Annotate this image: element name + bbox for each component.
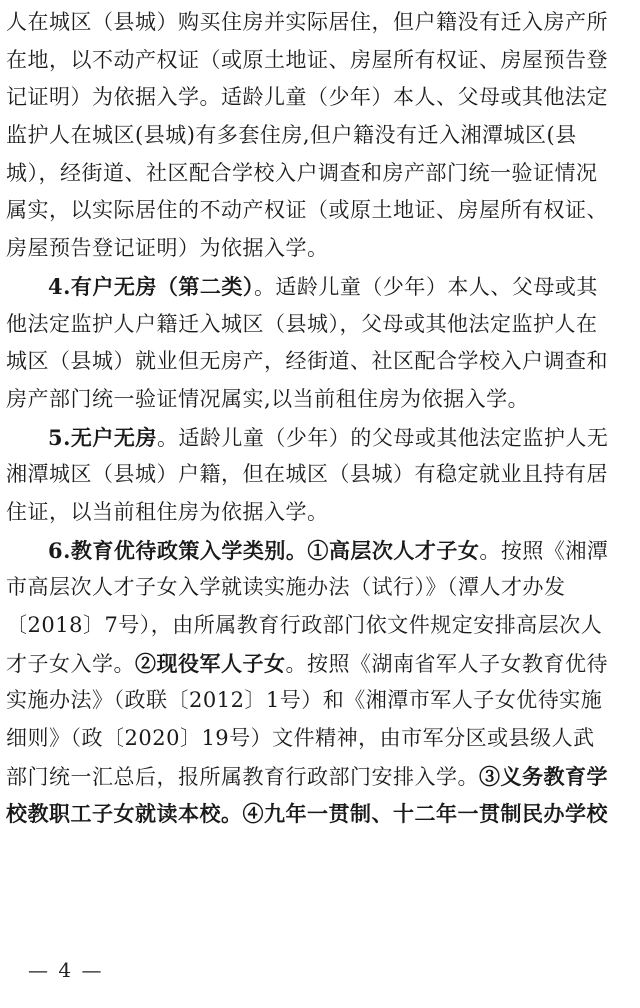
text-line xyxy=(6,758,634,796)
text-run: 细则》（政〔2020〕19号）文件精神，由市军分区或县级人武 xyxy=(6,726,595,751)
text-run: 记证明）为依据入学。适龄儿童（少年）本人、父母或其他法定 xyxy=(6,85,608,110)
page-number: — 4 — xyxy=(28,958,104,982)
subsection-heading: ③义务教育学 xyxy=(479,763,608,789)
text-run: 房屋预告登记证明）为依据入学。 xyxy=(6,236,329,261)
paragraph-category-6 xyxy=(6,532,634,834)
text-line xyxy=(6,494,634,532)
text-line xyxy=(6,381,634,419)
text-run: 在地，以不动产权证（或原土地证、房屋所有权证、房屋预告登 xyxy=(6,47,608,72)
text-run: 湘潭城区（县城）户籍，但在城区（县城）有稳定就业且持有居 xyxy=(6,462,608,487)
text-line xyxy=(6,682,634,720)
section-heading: 4.有户无房（第二类） xyxy=(48,273,254,299)
text-run: 房产部门统一验证情况属实,以当前租住房为依据入学。 xyxy=(6,386,530,411)
subsection-heading: 校教职工子女就读本校。④九年一贯制、十二年一贯制民办学校 xyxy=(6,801,608,827)
text-run: 市高层次人才子女入学就读实施办法（试行）》（潭人才办发 xyxy=(6,575,566,600)
section-heading: 5.无户无房 xyxy=(48,424,157,450)
text-line xyxy=(6,569,634,607)
subsection-heading: ②现役军人子女 xyxy=(135,650,286,676)
text-line xyxy=(6,230,634,268)
text-run: 实施办法》（政联〔2012〕1号）和《湘潭市军人子女优待实施 xyxy=(6,688,603,713)
paragraph-category-4 xyxy=(6,268,634,419)
text-run: 〔2018〕7号），由所属教育行政部门依文件规定安排高层次人 xyxy=(6,613,603,637)
text-line xyxy=(6,79,634,117)
text-run: 监护人在城区(县城)有多套住房,但户籍没有迁入湘潭城区(县 xyxy=(6,123,577,148)
text-run: 才子女入学。 xyxy=(6,651,135,676)
paragraph-housing-purchase xyxy=(6,4,634,268)
text-run: 他法定监护人户籍迁入城区（县城），父母或其他法定监护人在 xyxy=(6,311,598,336)
text-line xyxy=(6,720,634,758)
document-body xyxy=(6,4,634,833)
text-line xyxy=(6,343,634,381)
text-run: 。适龄儿童（少年）本人、父母或其 xyxy=(253,274,598,299)
text-line xyxy=(6,4,634,42)
text-run: 。按照《湘潭 xyxy=(479,538,609,563)
text-run: 。按照《湖南省军人子女教育优待 xyxy=(285,651,608,676)
text-line xyxy=(6,155,634,193)
text-run: 城区（县城）就业但无房产，经街道、社区配合学校入户调查和 xyxy=(6,349,608,374)
text-run: 城），经街道、社区配合学校入户调查和房产部门统一验证情况 xyxy=(6,160,598,185)
paragraph-category-5 xyxy=(6,419,634,532)
text-run: 住证，以当前租住房为依据入学。 xyxy=(6,499,329,524)
text-line xyxy=(6,419,634,457)
text-run: 部门统一汇总后，报所属教育行政部门安排入学。 xyxy=(6,764,479,789)
text-line xyxy=(6,42,634,80)
text-run: 属实，以实际居住的不动产权证（或原土地证、房屋所有权证、 xyxy=(6,198,608,223)
text-line xyxy=(6,456,634,494)
text-run: 人在城区（县城）购买住房并实际居住，但户籍没有迁入房产所 xyxy=(6,10,608,34)
text-line xyxy=(6,645,634,683)
text-line xyxy=(6,117,634,155)
text-line xyxy=(6,306,634,344)
text-line xyxy=(6,607,634,645)
section-heading: 6.教育优待政策入学类别。①高层次人才子女 xyxy=(48,537,480,563)
text-line xyxy=(6,268,634,306)
text-run: 。适龄儿童（少年）的父母或其他法定监护人无 xyxy=(156,425,609,450)
text-line xyxy=(6,532,634,570)
text-line xyxy=(6,192,634,230)
text-line xyxy=(6,795,634,833)
